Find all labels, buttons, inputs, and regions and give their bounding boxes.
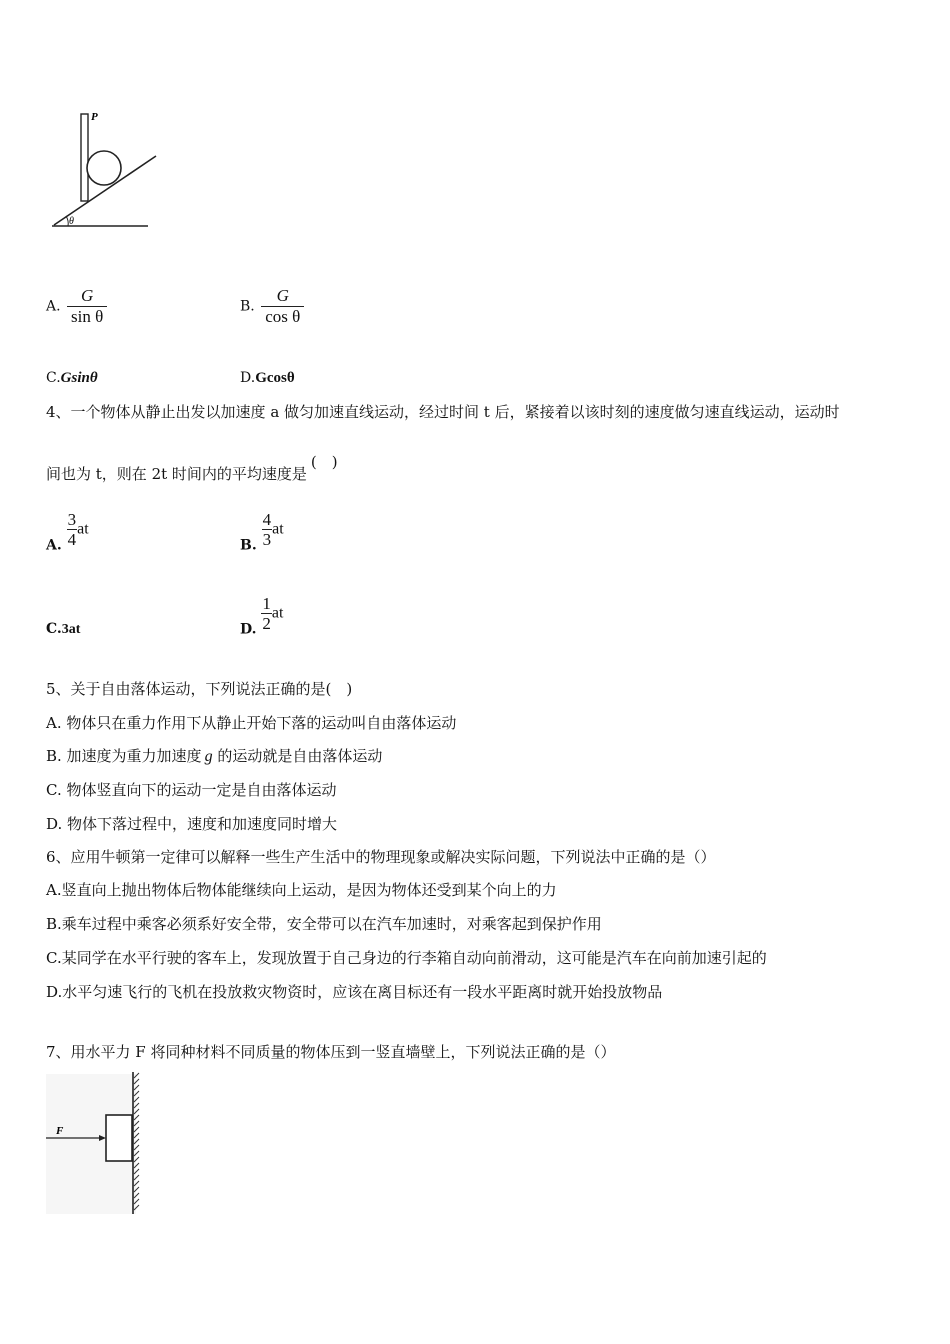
q3-option-a[interactable] bbox=[46, 286, 107, 327]
option-text: Gsinθ bbox=[60, 370, 98, 386]
q5-option-b[interactable] bbox=[46, 746, 382, 767]
incline-ball-figure bbox=[44, 104, 174, 234]
q6-option-a[interactable]: A.竖直向上抛出物体后物体能继续向上运动，是因为物体还受到某个向上的力 bbox=[46, 881, 557, 899]
fraction-numerator: G bbox=[80, 286, 94, 305]
option-label: A. bbox=[46, 298, 61, 315]
label-theta: θ bbox=[69, 216, 74, 227]
option-label: A. bbox=[46, 537, 62, 554]
q6-option-c[interactable]: C.某同学在水平行驶的客车上，发现放置于自己身边的行李箱自动向前滑动，这可能是汽车在向前加速引起的 bbox=[46, 949, 767, 967]
q4-stem-line1: 4、一个物体从静止出发以加速度 a 做匀加速直线运动，经过时间 t 后，紧接着以该时刻的速度做匀速直线运动，运动时 bbox=[46, 403, 840, 421]
fraction-denominator: 4 bbox=[67, 530, 77, 549]
option-label: B. bbox=[240, 298, 255, 315]
fraction-numerator: 1 bbox=[262, 594, 271, 613]
q4-stem-line2 bbox=[46, 453, 338, 484]
q5-option-a[interactable]: A. 物体只在重力作用下从静止开始下落的运动叫自由落体运动 bbox=[46, 714, 457, 732]
option-label: D. bbox=[240, 370, 256, 386]
option-label: D. bbox=[240, 621, 257, 638]
q4-option-a[interactable] bbox=[46, 510, 89, 556]
q6-option-b[interactable]: B.乘车过程中乘客必须系好安全带，安全带可以在汽车加速时，对乘客起到保护作用 bbox=[46, 915, 602, 933]
fraction-suffix: at bbox=[271, 604, 284, 622]
option-text-tail: 的运动就是自由落体运动 bbox=[212, 747, 383, 765]
fraction-denominator: sin θ bbox=[67, 306, 107, 327]
q4-option-c[interactable] bbox=[46, 619, 80, 640]
q6-option-d[interactable]: D.水平匀速飞行的飞机在投放救灾物资时，应该在离目标还有一段水平距离时就开始投放物品 bbox=[46, 983, 663, 1001]
option-text: Gcosθ bbox=[255, 370, 295, 386]
q4-option-d[interactable] bbox=[240, 594, 283, 640]
q3-option-d[interactable] bbox=[240, 368, 295, 388]
fraction-suffix: at bbox=[272, 520, 284, 538]
q5-option-d[interactable]: D. 物体下落过程中，速度和加速度同时增大 bbox=[46, 815, 338, 833]
option-label: C. bbox=[46, 370, 61, 386]
label-f: F bbox=[56, 1125, 64, 1137]
q6-stem: 6、应用牛顿第一定律可以解释一些生产生活中的物理现象或解决实际问题，下列说法中正确的是（） bbox=[46, 848, 716, 866]
option-label: C. bbox=[46, 621, 62, 637]
option-label: B. bbox=[240, 537, 257, 554]
fraction-suffix: at bbox=[77, 520, 89, 538]
q3-option-b[interactable] bbox=[240, 286, 304, 327]
wall-block-figure bbox=[44, 1070, 154, 1216]
q4-stem-text: 间也为 t，则在 2t 时间内的平均速度是 bbox=[46, 465, 307, 483]
q7-stem: 7、用水平力 F 将同种材料不同质量的物体压到一竖直墙壁上，下列说法正确的是（） bbox=[46, 1043, 616, 1061]
fraction-denominator: 2 bbox=[262, 614, 271, 633]
option-text: 3at bbox=[61, 622, 81, 637]
option-text: B. 加速度为重力加速度 bbox=[46, 747, 202, 765]
symbol-g: g bbox=[204, 748, 213, 765]
fraction-numerator: G bbox=[276, 286, 289, 305]
q3-option-c[interactable] bbox=[46, 368, 98, 388]
fraction-denominator: cos θ bbox=[261, 306, 304, 327]
fraction-numerator: 3 bbox=[67, 510, 77, 529]
q5-stem: 5、关于自由落体运动，下列说法正确的是( ) bbox=[46, 680, 353, 698]
fraction-denominator: 3 bbox=[262, 530, 272, 549]
fraction-numerator: 4 bbox=[262, 510, 272, 529]
q4-option-b[interactable] bbox=[240, 510, 284, 556]
label-p: P bbox=[91, 111, 98, 123]
q5-option-c[interactable]: C. 物体竖直向下的运动一定是自由落体运动 bbox=[46, 781, 337, 799]
answer-paren: ( ) bbox=[310, 453, 338, 471]
